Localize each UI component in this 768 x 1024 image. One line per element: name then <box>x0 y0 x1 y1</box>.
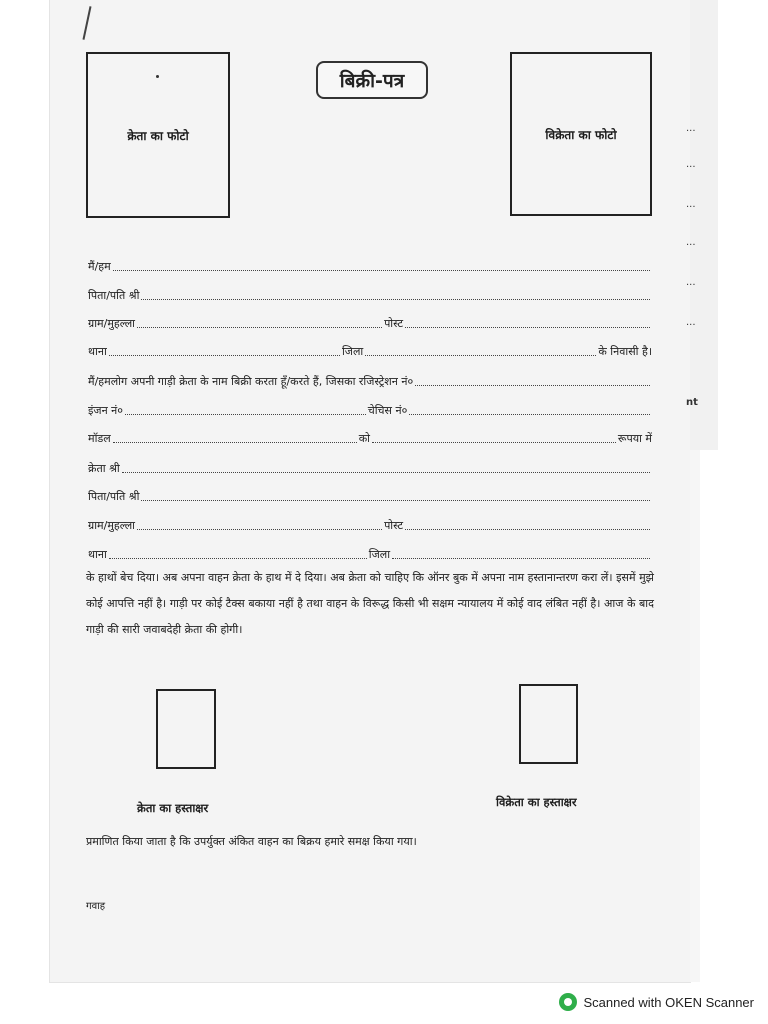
field-label: रूपया में <box>617 432 653 445</box>
field-label: क्रेता श्री <box>88 462 120 475</box>
seller-father-line <box>88 283 652 305</box>
buyer-name-line <box>88 456 652 478</box>
field-label: जिला <box>341 345 364 358</box>
underlying-page-edge <box>690 0 718 450</box>
scanner-watermark <box>559 990 754 1014</box>
buyer-father-line <box>88 484 652 506</box>
buyer-village-line <box>88 513 652 535</box>
edge-text-mark: ... <box>686 123 696 134</box>
buyer-signature-box <box>156 689 216 769</box>
seller-police-line <box>88 339 652 361</box>
field-label: मैं/हमलोग अपनी गाड़ी क्रेता के नाम बिक्री करता हूँ/करते हैं, जिसका रजिस्ट्रेशन नं० <box>88 375 414 388</box>
seller-village-line <box>88 311 652 333</box>
edge-text-mark: ... <box>686 237 696 248</box>
engine-chassis-line <box>88 398 652 420</box>
field-label: ग्राम/मुहल्ला <box>88 317 136 330</box>
seller-name-line <box>88 254 652 276</box>
field-label: थाना <box>88 345 107 358</box>
declaration-paragraph: के हाथों बेच दिया। अब अपना वाहन क्रेता के हाथ में दे दिया। अब क्रेता को चाहिए कि ऑनर बुक में अपना नाम हस्तानान्तरण करा लें। इसमें मुझे कोई आपत्ति नहीं है। गाड़ी पर कोई टैक्स बकाया नहीं है तथा वाहन के विरूद्ध किसी भी सक्षम न्यायालय में कोई वाद लंबित नहीं है। आज के बाद गाड़ी की सारी जवाबदेही क्रेता की होगी। <box>86 571 654 636</box>
field-label: मैं/हम <box>88 260 111 273</box>
certification-text: प्रमाणित किया जाता है कि उपर्युक्त अंकित वाहन का बिक्रय हमारे समक्ष किया गया। <box>86 835 417 848</box>
field-label: पिता/पति श्री <box>88 289 140 302</box>
seller-signature-label: विक्रेता का हस्ताक्षर <box>496 795 577 809</box>
field-label: को <box>358 432 370 445</box>
field-label: चेचिस नं० <box>367 404 408 417</box>
field-label: पोस्ट <box>384 317 403 330</box>
edge-text-mark: ... <box>686 317 696 328</box>
field-label: जिला <box>368 548 391 561</box>
field-label: पिता/पति श्री <box>88 490 140 503</box>
ink-dot <box>156 75 159 78</box>
field-label: इंजन नं० <box>88 404 123 417</box>
registration-line <box>88 369 652 391</box>
field-label: मॉडल <box>88 432 111 445</box>
buyer-police-line <box>88 542 652 564</box>
seller-signature-box <box>519 684 578 764</box>
edge-text-mark: ... <box>686 159 696 170</box>
buyer-signature-label: क्रेता का हस्ताक्षर <box>137 801 209 815</box>
scanner-text: Scanned with OKEN Scanner <box>583 994 754 1010</box>
edge-text-mark: nt <box>686 397 698 408</box>
edge-text-mark: ... <box>686 277 696 288</box>
edge-text-mark: ... <box>686 199 696 210</box>
seller-photo-label: विक्रेता का फोटो <box>545 127 617 142</box>
field-label: थाना <box>88 548 107 561</box>
field-label: के निवासी है। <box>598 345 653 358</box>
seller-photo-box <box>510 52 652 216</box>
field-label: पोस्ट <box>384 519 403 532</box>
document-title: बिक्री-पत्र <box>316 61 428 99</box>
field-label: ग्राम/मुहल्ला <box>88 519 136 532</box>
witness-label: गवाह <box>86 901 106 912</box>
oken-logo-icon <box>559 993 577 1011</box>
underlying-page-edge-lower <box>690 450 700 982</box>
model-price-line <box>88 426 652 448</box>
buyer-photo-label: क्रेता का फोटो <box>127 128 189 143</box>
